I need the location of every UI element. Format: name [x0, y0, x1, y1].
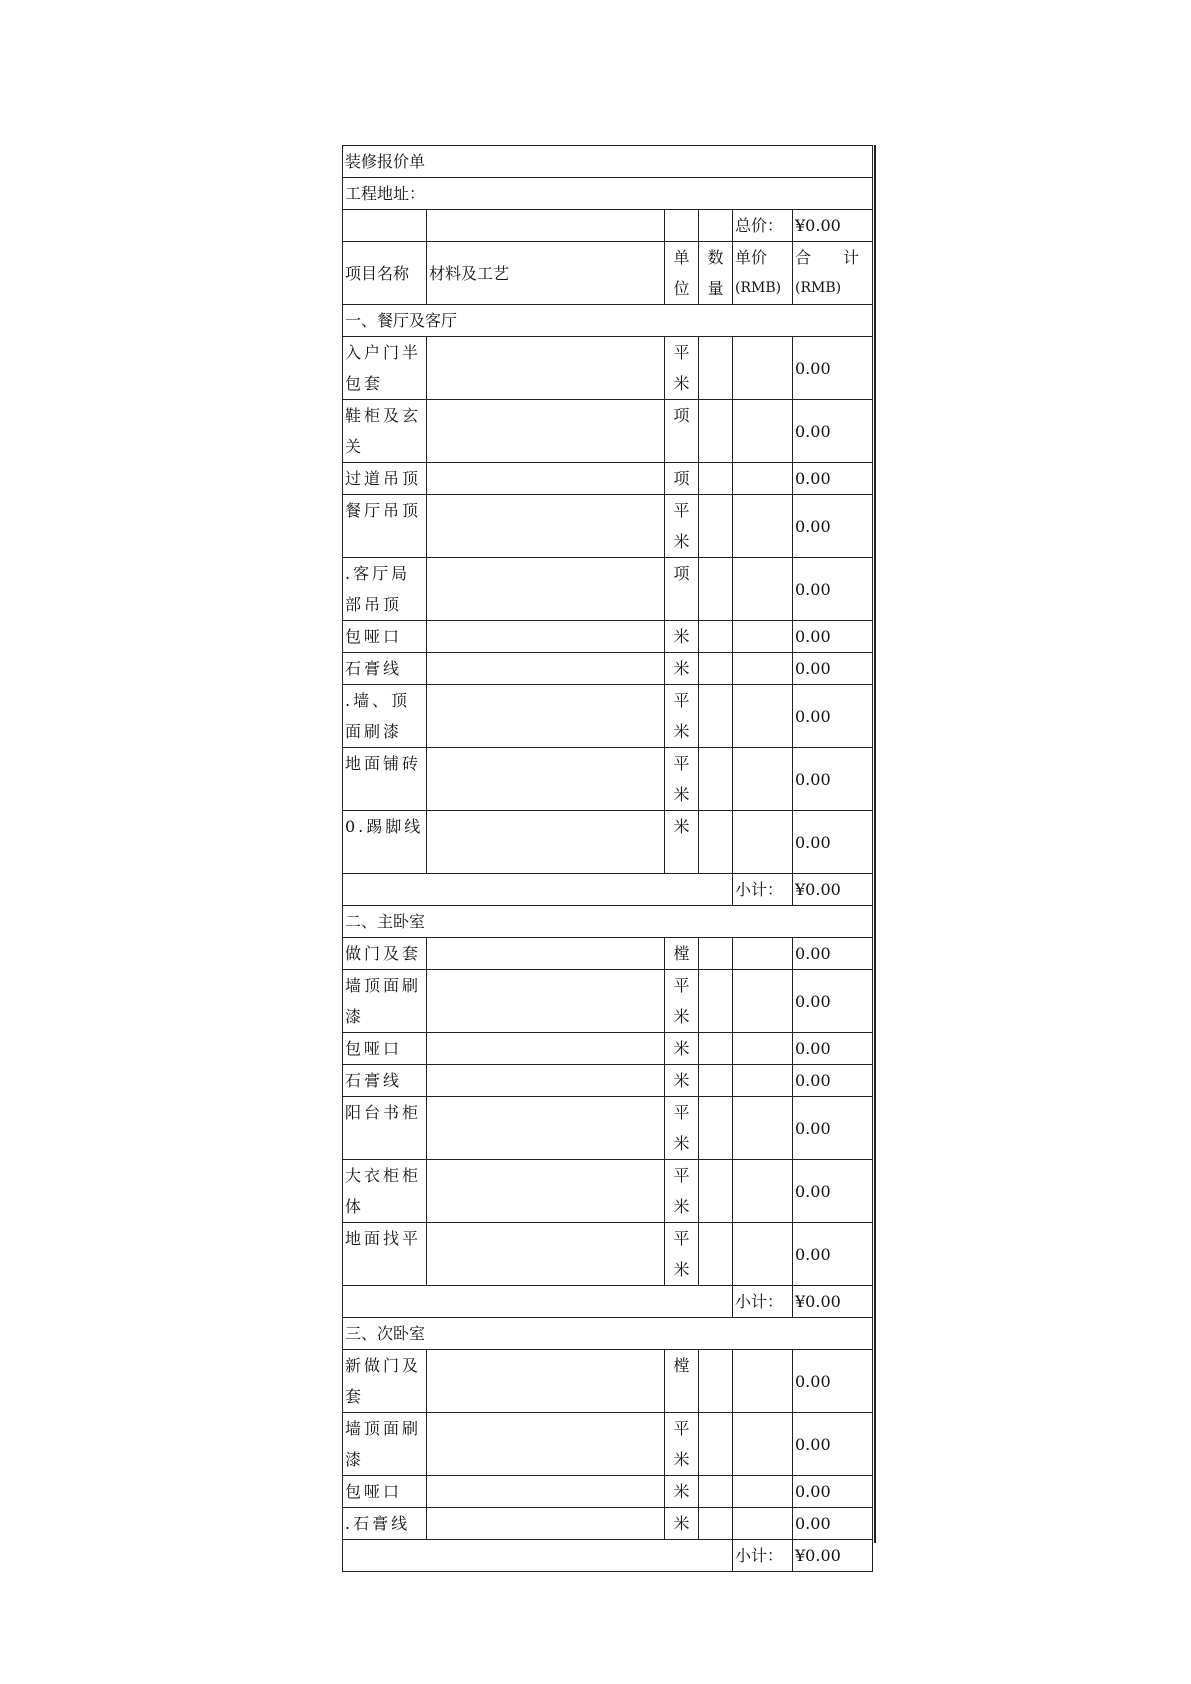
item-qty: [699, 558, 733, 621]
item-qty: [699, 337, 733, 400]
table-row: [343, 685, 873, 748]
item-unit: 项: [665, 463, 699, 495]
subtotal-value: ¥0.00: [793, 1540, 873, 1572]
header-price-unit: (RMB): [735, 280, 782, 296]
item-total: 0.00: [793, 938, 873, 970]
table-row: [343, 1350, 873, 1413]
item-name: 鞋柜及玄关: [343, 400, 427, 463]
section-header-row: [343, 1318, 873, 1350]
item-price: [733, 495, 793, 558]
item-name: 入户门半包套: [343, 337, 427, 400]
subtotal-blank: [343, 1286, 733, 1318]
table-row: [343, 1033, 873, 1065]
table-row: [343, 1223, 873, 1286]
item-total: 0.00: [793, 811, 873, 874]
item-qty: [699, 970, 733, 1033]
item-material: [427, 621, 665, 653]
item-price: [733, 621, 793, 653]
subtotal-row: [343, 874, 873, 906]
item-unit: 平米: [665, 685, 699, 748]
item-total: 0.00: [793, 748, 873, 811]
subtotal-row: [343, 1540, 873, 1572]
item-material: [427, 811, 665, 874]
item-name: 大衣柜柜体: [343, 1160, 427, 1223]
item-material: [427, 1413, 665, 1476]
item-total: 0.00: [793, 495, 873, 558]
item-price: [733, 1223, 793, 1286]
table-row: [343, 811, 873, 874]
section-title: 一、餐厅及客厅: [343, 305, 873, 337]
header-qty: 数量: [699, 242, 733, 305]
item-price: [733, 1033, 793, 1065]
table-row: [343, 1413, 873, 1476]
item-price: [733, 337, 793, 400]
quote-table: [342, 145, 873, 1572]
item-unit: 樘: [665, 938, 699, 970]
item-total: 0.00: [793, 1065, 873, 1097]
table-row: [343, 337, 873, 400]
table-row: [343, 653, 873, 685]
header-sum: [793, 242, 873, 305]
total-value: ¥0.00: [793, 210, 873, 242]
item-qty: [699, 1033, 733, 1065]
item-qty: [699, 811, 733, 874]
item-name: 0.踢脚线: [343, 811, 427, 874]
section-header-row: [343, 906, 873, 938]
item-unit: 平米: [665, 1413, 699, 1476]
item-total: 0.00: [793, 463, 873, 495]
item-qty: [699, 653, 733, 685]
document-title: 装修报价单: [343, 146, 873, 178]
item-unit: 米: [665, 1508, 699, 1540]
item-name: 阳台书柜: [343, 1097, 427, 1160]
item-unit: 项: [665, 400, 699, 463]
item-price: [733, 463, 793, 495]
item-name: 餐厅吊顶: [343, 495, 427, 558]
item-name: 地面铺砖: [343, 748, 427, 811]
item-unit: 平米: [665, 495, 699, 558]
item-price: [733, 558, 793, 621]
item-total: 0.00: [793, 1223, 873, 1286]
item-unit: 米: [665, 621, 699, 653]
subtotal-blank: [343, 874, 733, 906]
item-name: 做门及套: [343, 938, 427, 970]
item-total: 0.00: [793, 653, 873, 685]
item-qty: [699, 1223, 733, 1286]
item-price: [733, 1097, 793, 1160]
blank-cell: [699, 210, 733, 242]
table-row: [343, 748, 873, 811]
item-price: [733, 653, 793, 685]
item-name: 包哑口: [343, 621, 427, 653]
item-material: [427, 337, 665, 400]
table-row: [343, 621, 873, 653]
item-material: [427, 1160, 665, 1223]
item-material: [427, 1065, 665, 1097]
item-unit: 米: [665, 1476, 699, 1508]
item-name: 包哑口: [343, 1476, 427, 1508]
item-total: 0.00: [793, 1097, 873, 1160]
item-price: [733, 938, 793, 970]
subtotal-label: 小计：: [733, 874, 793, 906]
item-material: [427, 1350, 665, 1413]
item-price: [733, 748, 793, 811]
table-row: [343, 400, 873, 463]
section-title: 三、次卧室: [343, 1318, 873, 1350]
item-unit: 米: [665, 1065, 699, 1097]
item-unit: 平米: [665, 1223, 699, 1286]
table-row: [343, 558, 873, 621]
subtotal-blank: [343, 1540, 733, 1572]
item-name: .石膏线: [343, 1508, 427, 1540]
item-name: .墙、顶面刷漆: [343, 685, 427, 748]
item-qty: [699, 938, 733, 970]
item-material: [427, 938, 665, 970]
header-unit: 单位: [665, 242, 699, 305]
item-price: [733, 400, 793, 463]
item-qty: [699, 1413, 733, 1476]
subtotal-label: 小计：: [733, 1540, 793, 1572]
item-price: [733, 1508, 793, 1540]
subtotal-row: [343, 1286, 873, 1318]
item-unit: 米: [665, 1033, 699, 1065]
item-total: 0.00: [793, 621, 873, 653]
blank-cell: [427, 210, 665, 242]
item-material: [427, 495, 665, 558]
item-unit: 平米: [665, 1160, 699, 1223]
item-material: [427, 1223, 665, 1286]
item-qty: [699, 1476, 733, 1508]
item-unit: 樘: [665, 1350, 699, 1413]
item-material: [427, 400, 665, 463]
item-price: [733, 1413, 793, 1476]
item-material: [427, 1033, 665, 1065]
item-name: 墙顶面刷漆: [343, 970, 427, 1033]
item-unit: 平米: [665, 337, 699, 400]
item-material: [427, 685, 665, 748]
item-material: [427, 748, 665, 811]
item-total: 0.00: [793, 337, 873, 400]
section-header-row: [343, 305, 873, 337]
item-qty: [699, 1065, 733, 1097]
item-qty: [699, 621, 733, 653]
item-unit: 米: [665, 811, 699, 874]
item-qty: [699, 748, 733, 811]
table-row: [343, 1065, 873, 1097]
item-name: 石膏线: [343, 653, 427, 685]
item-unit: 平米: [665, 1097, 699, 1160]
item-material: [427, 558, 665, 621]
item-total: 0.00: [793, 685, 873, 748]
item-qty: [699, 400, 733, 463]
address-label: 工程地址：: [343, 178, 873, 210]
item-price: [733, 1476, 793, 1508]
item-total: 0.00: [793, 1033, 873, 1065]
item-name: 过道吊顶: [343, 463, 427, 495]
item-total: 0.00: [793, 1350, 873, 1413]
item-material: [427, 970, 665, 1033]
blank-cell: [343, 210, 427, 242]
item-qty: [699, 1350, 733, 1413]
header-sum-unit: (RMB): [795, 280, 842, 296]
header-price-label: 单价: [735, 248, 768, 267]
table-row: [343, 495, 873, 558]
item-name: 包哑口: [343, 1033, 427, 1065]
header-sum-label: 合 计: [795, 248, 860, 267]
item-unit: 平米: [665, 970, 699, 1033]
item-price: [733, 1350, 793, 1413]
item-name: 地面找平: [343, 1223, 427, 1286]
item-total: 0.00: [793, 970, 873, 1033]
item-name: 墙顶面刷漆: [343, 1413, 427, 1476]
subtotal-value: ¥0.00: [793, 874, 873, 906]
item-qty: [699, 1097, 733, 1160]
table-row: [343, 1160, 873, 1223]
header-price: [733, 242, 793, 305]
item-material: [427, 1476, 665, 1508]
subtotal-label: 小计：: [733, 1286, 793, 1318]
item-qty: [699, 1508, 733, 1540]
item-unit: 平米: [665, 748, 699, 811]
item-qty: [699, 1160, 733, 1223]
item-name: 石膏线: [343, 1065, 427, 1097]
section-title: 二、主卧室: [343, 906, 873, 938]
subtotal-value: ¥0.00: [793, 1286, 873, 1318]
item-material: [427, 653, 665, 685]
item-price: [733, 1160, 793, 1223]
item-price: [733, 811, 793, 874]
item-name: 新做门及套: [343, 1350, 427, 1413]
item-total: 0.00: [793, 400, 873, 463]
header-name: 项目名称: [343, 242, 427, 305]
item-total: 0.00: [793, 1160, 873, 1223]
table-row: [343, 970, 873, 1033]
table-right-edge: [874, 145, 876, 1543]
table-row: [343, 463, 873, 495]
item-price: [733, 970, 793, 1033]
item-total: 0.00: [793, 558, 873, 621]
item-total: 0.00: [793, 1508, 873, 1540]
item-unit: 项: [665, 558, 699, 621]
item-total: 0.00: [793, 1413, 873, 1476]
table-row: [343, 1097, 873, 1160]
item-material: [427, 463, 665, 495]
item-qty: [699, 685, 733, 748]
item-qty: [699, 463, 733, 495]
item-unit: 米: [665, 653, 699, 685]
header-material: 材料及工艺: [427, 242, 665, 305]
table-row: [343, 938, 873, 970]
item-material: [427, 1508, 665, 1540]
blank-cell: [665, 210, 699, 242]
table-row: [343, 1508, 873, 1540]
item-material: [427, 1097, 665, 1160]
item-price: [733, 1065, 793, 1097]
item-name: .客厅局部吊顶: [343, 558, 427, 621]
item-price: [733, 685, 793, 748]
item-total: 0.00: [793, 1476, 873, 1508]
item-qty: [699, 495, 733, 558]
table-row: [343, 1476, 873, 1508]
total-label: 总价：: [733, 210, 793, 242]
